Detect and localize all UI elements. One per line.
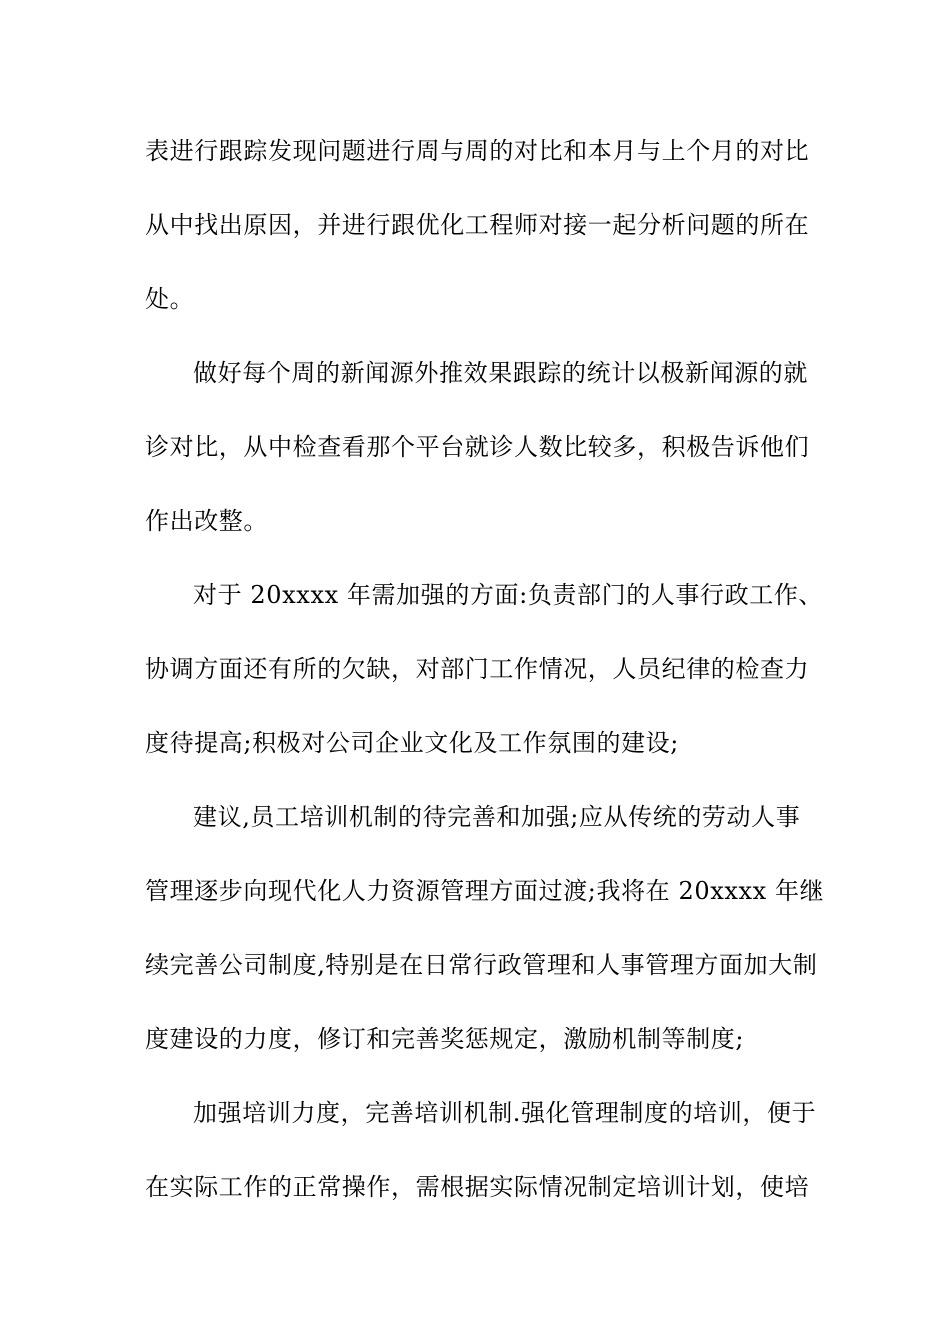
paragraph-first-line: 做好每个周的新闻源外推效果跟踪的统计以极新闻源的就 bbox=[193, 359, 808, 387]
document-body bbox=[145, 133, 825, 1243]
paragraph-first-line: 建议,员工培训机制的待完善和加强;应从传统的劳动人事 bbox=[193, 803, 801, 831]
text-line: 在实际工作的正常操作，需根据实际情况制定培训计划，使培 bbox=[145, 1173, 810, 1201]
text-line: 从中找出原因，并进行跟优化工程师对接一起分析问题的所在 bbox=[145, 211, 810, 239]
paragraph-first-line: 加强培训力度，完善培训机制.强化管理制度的培训，便于 bbox=[193, 1099, 817, 1127]
text-line: 协调方面还有所的欠缺，对部门工作情况，人员纪律的检查力 bbox=[145, 655, 810, 683]
text-line: 续完善公司制度,特别是在日常行政管理和人事管理方面加大制 bbox=[145, 951, 818, 979]
text-line: 作出改整。 bbox=[145, 507, 268, 535]
text-line: 度待提高;积极对公司企业文化及工作氛围的建设; bbox=[145, 729, 679, 757]
text-line: 处。 bbox=[145, 285, 195, 313]
text-line: 管理逐步向现代化人力资源管理方面过渡;我将在 20xxxx 年继 bbox=[145, 877, 825, 905]
text-line: 表进行跟踪发现问题进行周与周的对比和本月与上个月的对比 bbox=[145, 137, 810, 165]
paragraph-first-line: 对于 20xxxx 年需加强的方面:负责部门的人事行政工作、 bbox=[193, 581, 824, 609]
text-line: 诊对比，从中检查看那个平台就诊人数比较多，积极告诉他们 bbox=[145, 433, 810, 461]
text-line: 度建设的力度，修订和完善奖惩规定，激励机制等制度; bbox=[145, 1025, 745, 1053]
